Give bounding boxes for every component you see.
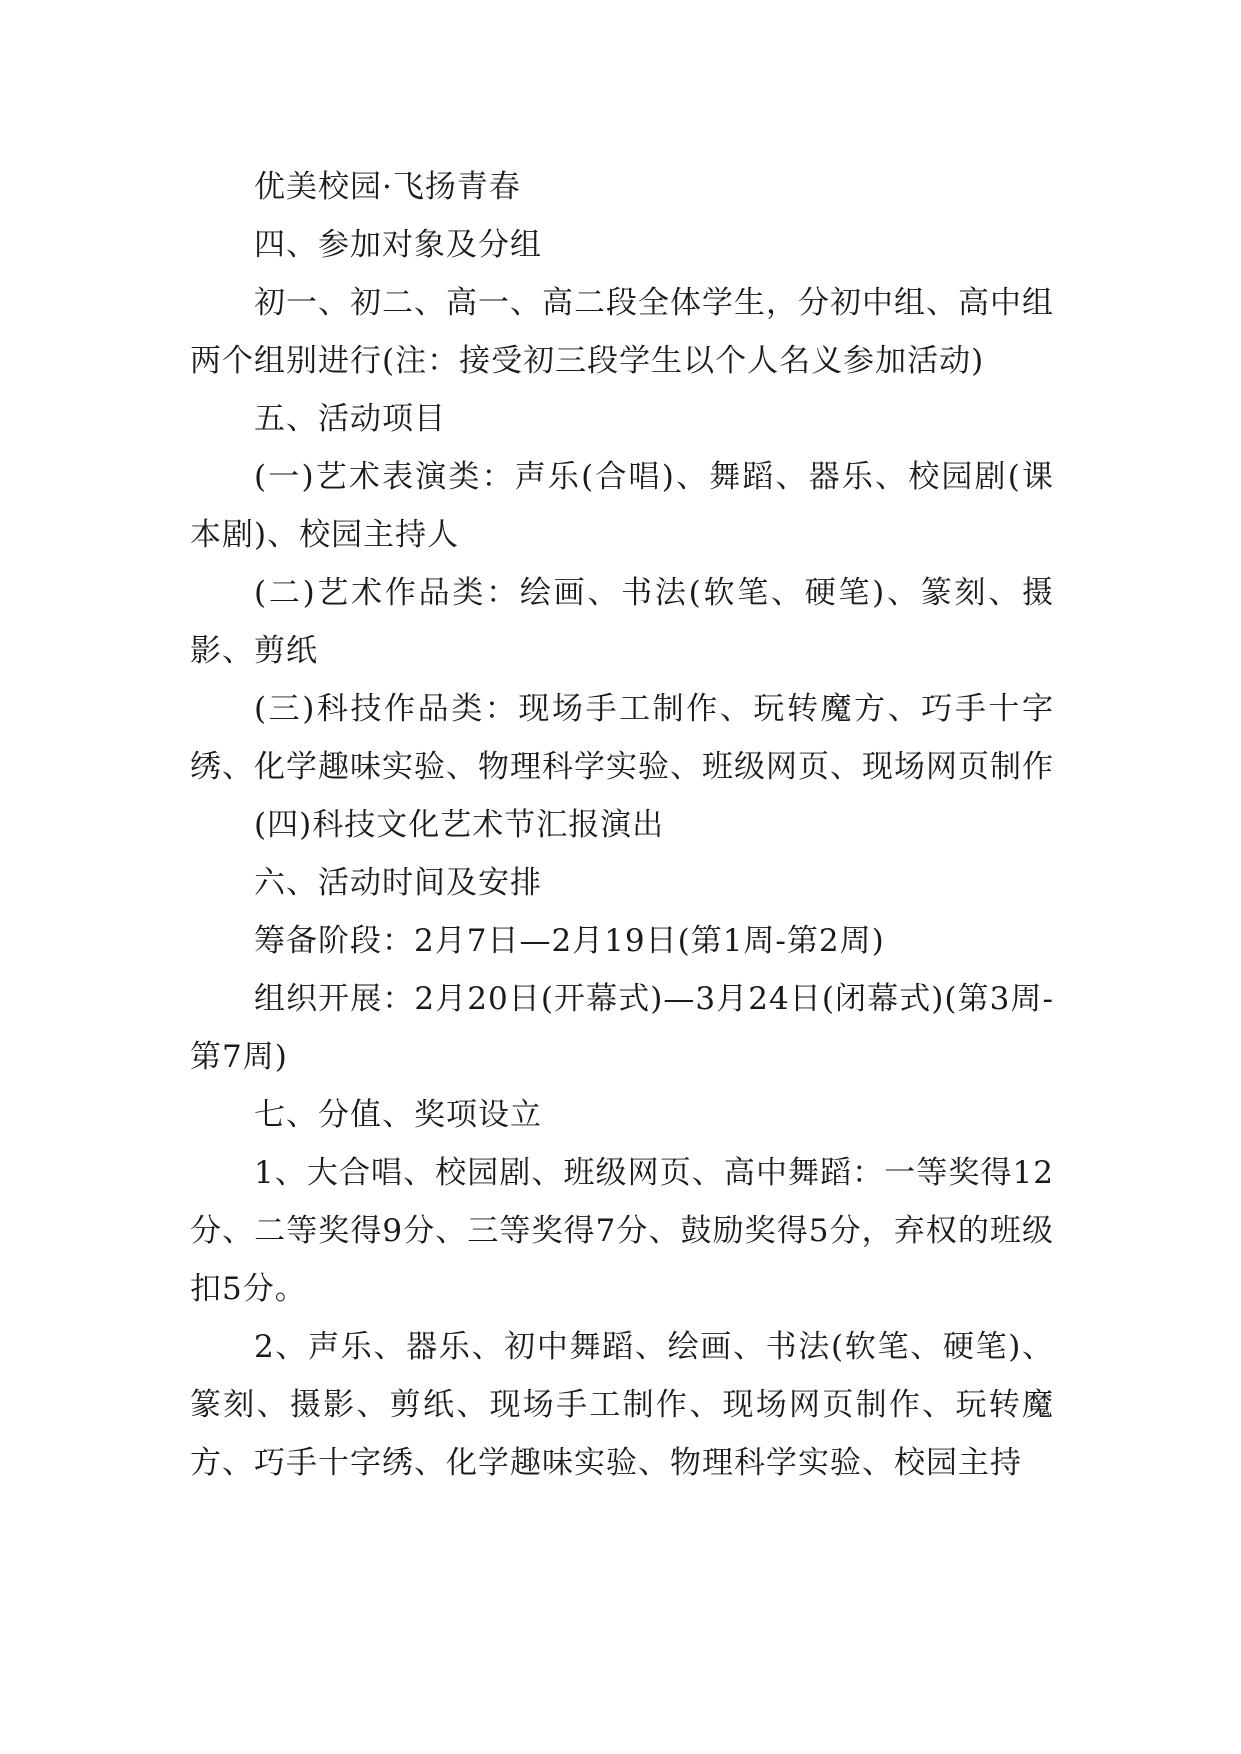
paragraph-award-rule-2: 2、声乐、器乐、初中舞蹈、绘画、书法(软笔、硬笔)、篆刻、摄影、剪纸、现场手工制作、现场网页制作、玩转魔方、巧手十字绣、化学趣味实验、物理科学实验、校园主持 <box>190 1329 1054 1481</box>
paragraph-participants: 初一、初二、高一、高二段全体学生，分初中组、高中组两个组别进行(注：接受初三段学生以个人名义参加活动) <box>190 285 1054 379</box>
section-heading-schedule: 六、活动时间及安排 <box>254 865 542 901</box>
paragraph-organization-stage: 组织开展：2月20日(开幕式)—3月24日(闭幕式)(第3周-第7周) <box>190 981 1054 1075</box>
section-heading-activities: 五、活动项目 <box>254 401 446 437</box>
paragraph-art-works: (二)艺术作品类：绘画、书法(软笔、硬笔)、篆刻、摄影、剪纸 <box>190 575 1054 669</box>
paragraph-art-performance: (一)艺术表演类：声乐(合唱)、舞蹈、器乐、校园剧(课本剧)、校园主持人 <box>190 459 1054 553</box>
document-body <box>190 158 1054 1492</box>
paragraph-award-rule-1: 1、大合唱、校园剧、班级网页、高中舞蹈：一等奖得12分、二等奖得9分、三等奖得7分、鼓励奖得5分，弃权的班级扣5分。 <box>190 1155 1054 1307</box>
paragraph-tech-works: (三)科技作品类：现场手工制作、玩转魔方、巧手十字绣、化学趣味实验、物理科学实验、班级网页、现场网页制作 <box>190 691 1054 785</box>
paragraph-report-performance: (四)科技文化艺术节汇报演出 <box>254 807 665 843</box>
section-heading-participants: 四、参加对象及分组 <box>254 227 542 263</box>
paragraph-preparation-stage: 筹备阶段：2月7日—2月19日(第1周-第2周) <box>254 923 885 959</box>
section-heading-awards: 七、分值、奖项设立 <box>254 1097 542 1133</box>
slogan-line: 优美校园·飞扬青春 <box>254 169 521 205</box>
